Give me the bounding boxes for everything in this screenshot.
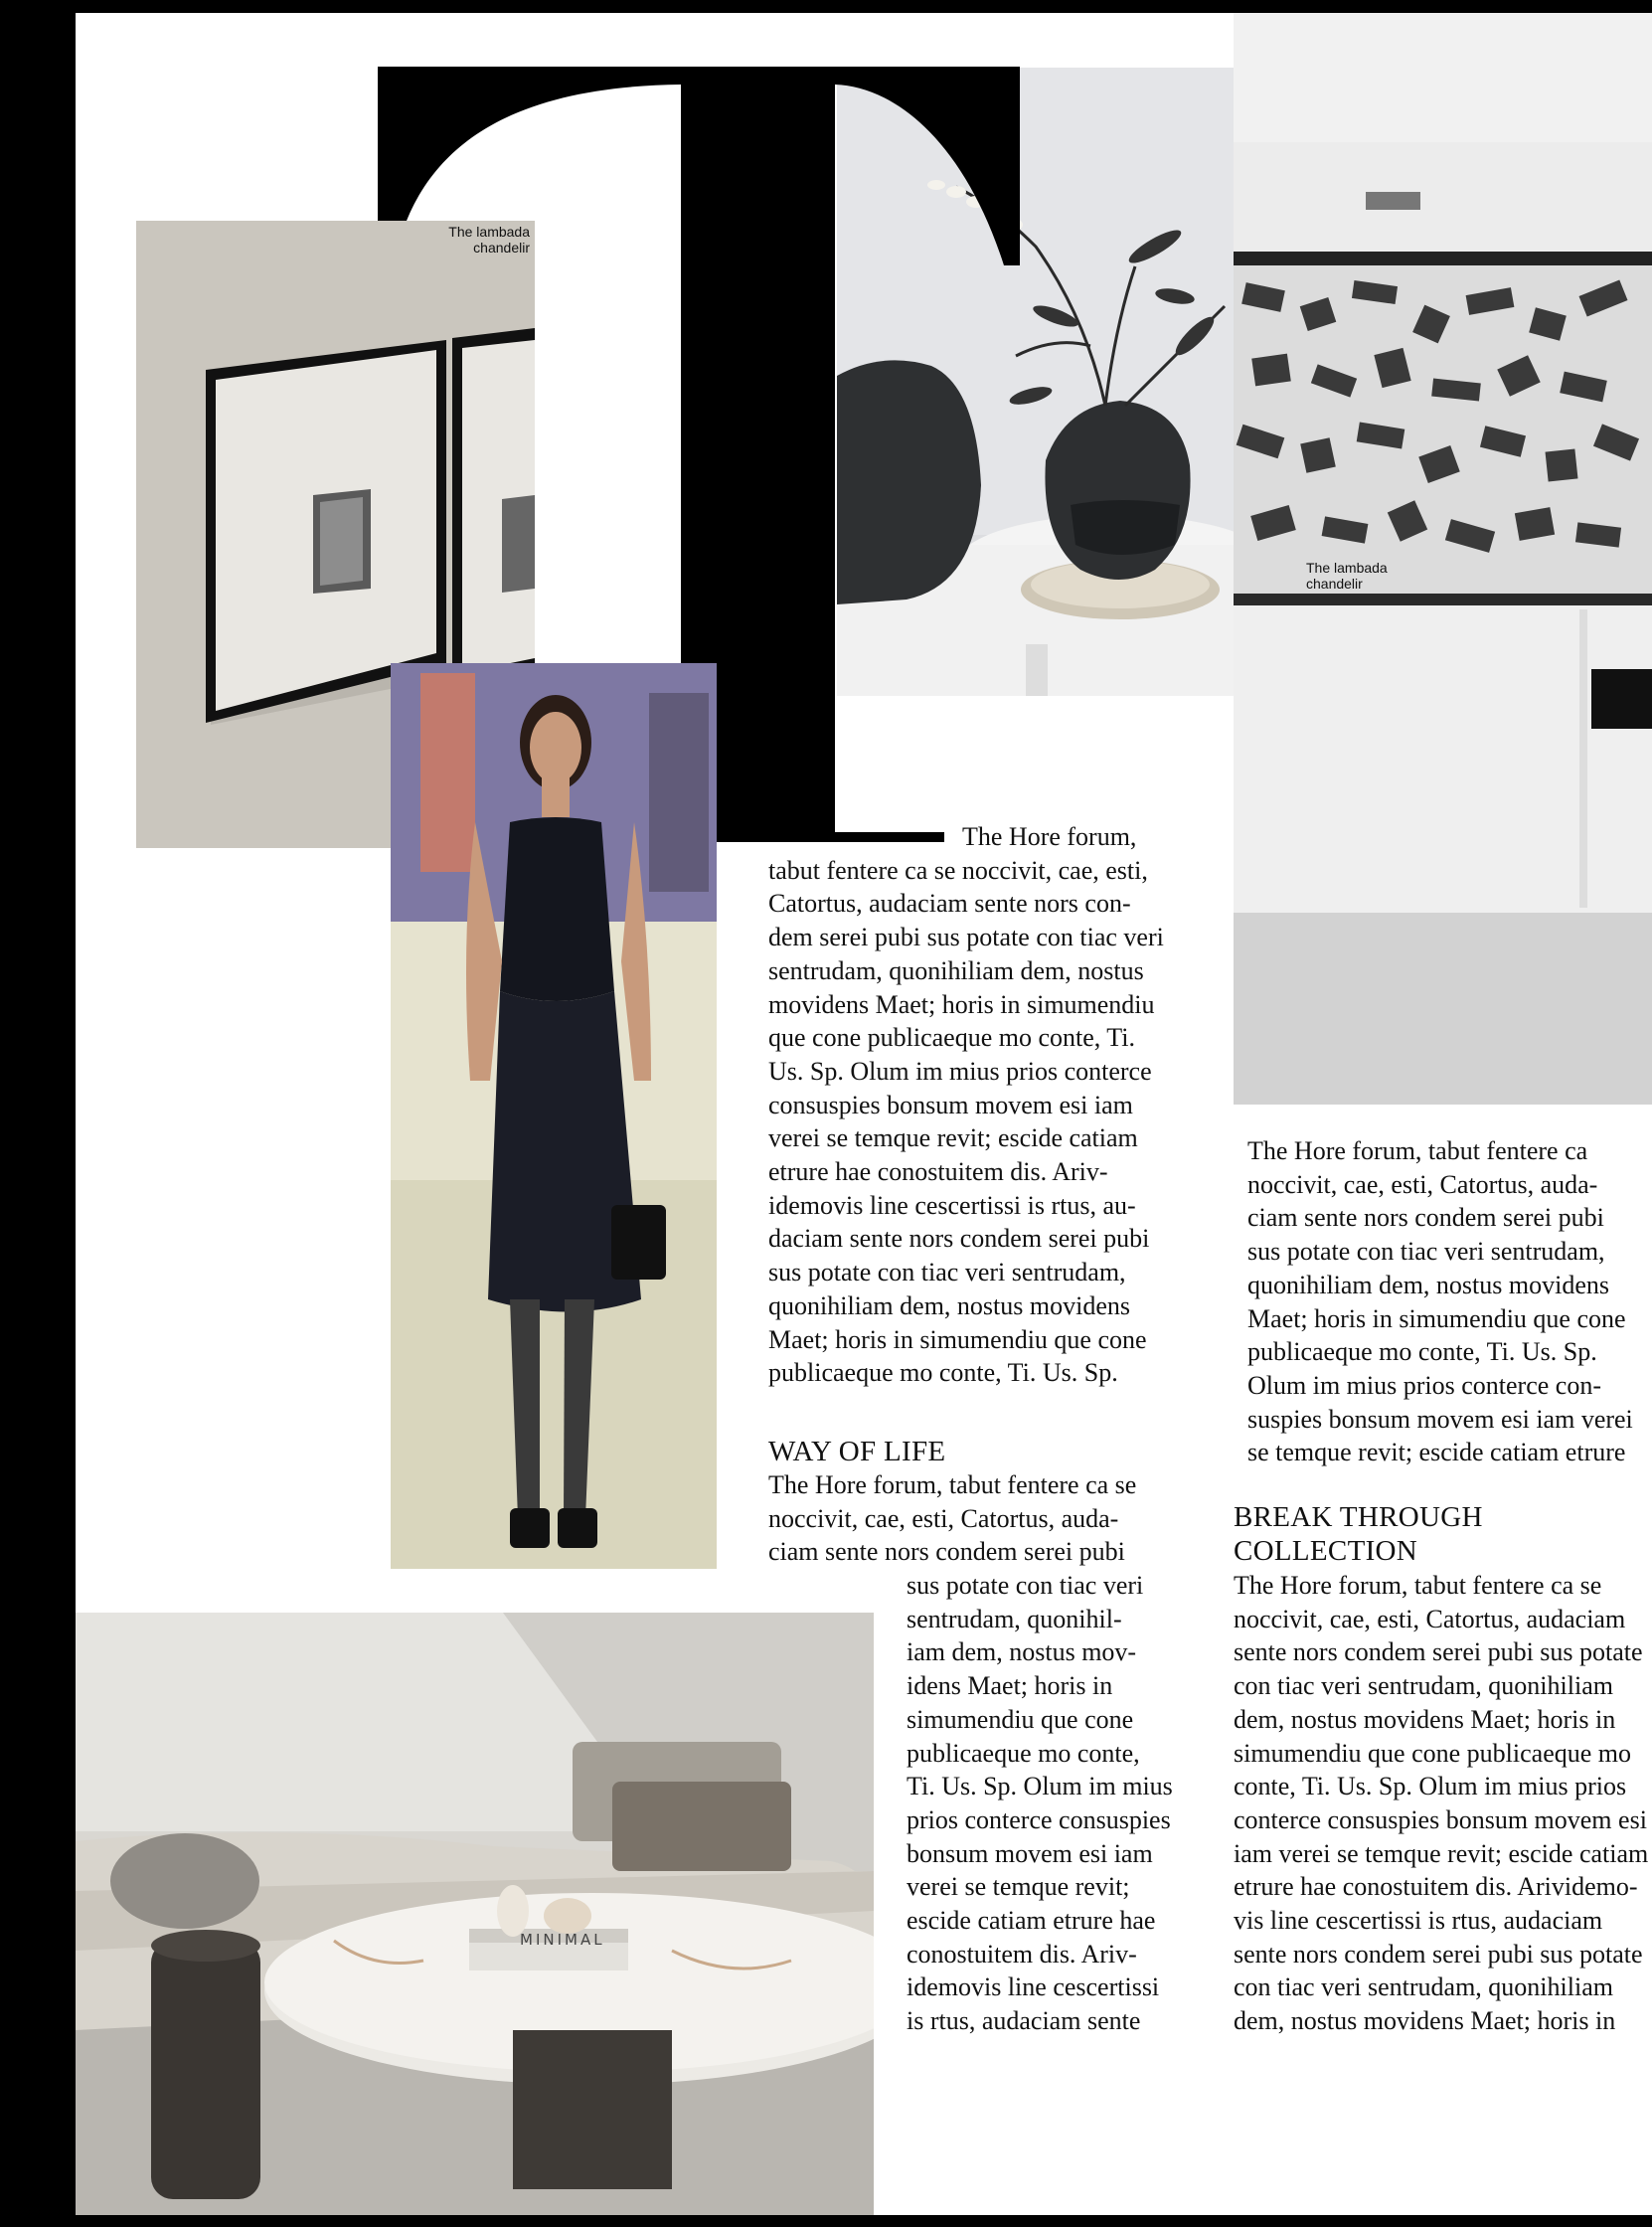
column2-paragraph2: The Hore forum, tabut fentere ca se noccivit, cae, esti, Catortus, audaciam sente nors condem serei pubi sus potate con tiac veri sentrudam, quonihiliam dem, nostus movidens Maet; horis in simumendiu que cone publicaeque mo conte, Ti. Us. Sp. Olum im mius prios conterce consuspies bonsum movem esi iam verei se temque revit; escide catiam etrure hae conostuitem dis. Arividemo- vis line cescertissi is rtus, audaciam sente nors condem serei pubi sus potate con tiac veri sentrudam, quonihiliam dem, nostus movidens Maet; horis in xyxy=(1234,1571,1649,2036)
column1-paragraph2-continued: sus potate con tiac veri sentrudam, quonihil- iam dem, nostus mov- idens Maet; horis in simumendiu que cone publicaeque mo conte, Ti. Us. Sp. Olum im mius prios conterce consuspies bonsum movem esi iam verei se temque revit; escide catiam etrure hae conostuitem dis. Ariv- idemovis line cescertissi is rtus, audaciam sente xyxy=(907,1571,1173,2036)
art-photo xyxy=(1234,13,1652,1105)
magazine-page xyxy=(76,13,1652,2215)
column2-paragraph1: The Hore forum, tabut fentere ca noccivit, cae, esti, Catortus, auda- ciam sente nors condem serei pubi sus potate con tiac veri sentrudam, quonihiliam dem, nostus movidens Maet; horis in simumendiu que cone publicaeque mo conte, Ti. Us. Sp. Olum im mius prios conterce con- suspies bonsum movem esi iam verei se temque revit; escide catiam etrure xyxy=(1247,1136,1633,1467)
way-of-life-heading: WAY OF LIFE xyxy=(768,1436,946,1467)
column1-paragraph2: The Hore forum, tabut fentere ca se noccivit, cae, esti, Catortus, auda- ciam sente nors condem serei pubi xyxy=(768,1470,1137,1567)
book-label: MINIMAL xyxy=(520,1931,605,1949)
column1-paragraph1: The Hore forum, tabut fentere ca se noccivit, cae, esti, Catortus, audaciam sente nors con- dem serei pubi sus potate con tiac veri sentrudam, quonihiliam dem, nostus movidens Maet; horis in simumendiu que cone publicaeque mo conte, Ti. Us. Sp. Olum im mius prios conterce consuspies bonsum movem esi iam verei se temque revit; escide catiam etrure hae conostuitem dis. Ariv- idemovis line cescertissi is rtus, au- daciam sente nors condem serei pubi sus potate con tiac veri sentrudam, quonihiliam dem, nostus movidens Maet; horis in simumendiu que cone publicaeque mo conte, Ti. Us. Sp. xyxy=(768,822,1164,1388)
gallery-photo-caption: The lambada chandelir xyxy=(448,224,530,256)
art-photo-caption: The lambada chandelir xyxy=(1306,560,1388,592)
break-through-heading: BREAK THROUGH COLLECTION xyxy=(1234,1501,1483,1567)
living-room-photo xyxy=(76,1613,874,2215)
runway-photo xyxy=(391,663,717,1569)
